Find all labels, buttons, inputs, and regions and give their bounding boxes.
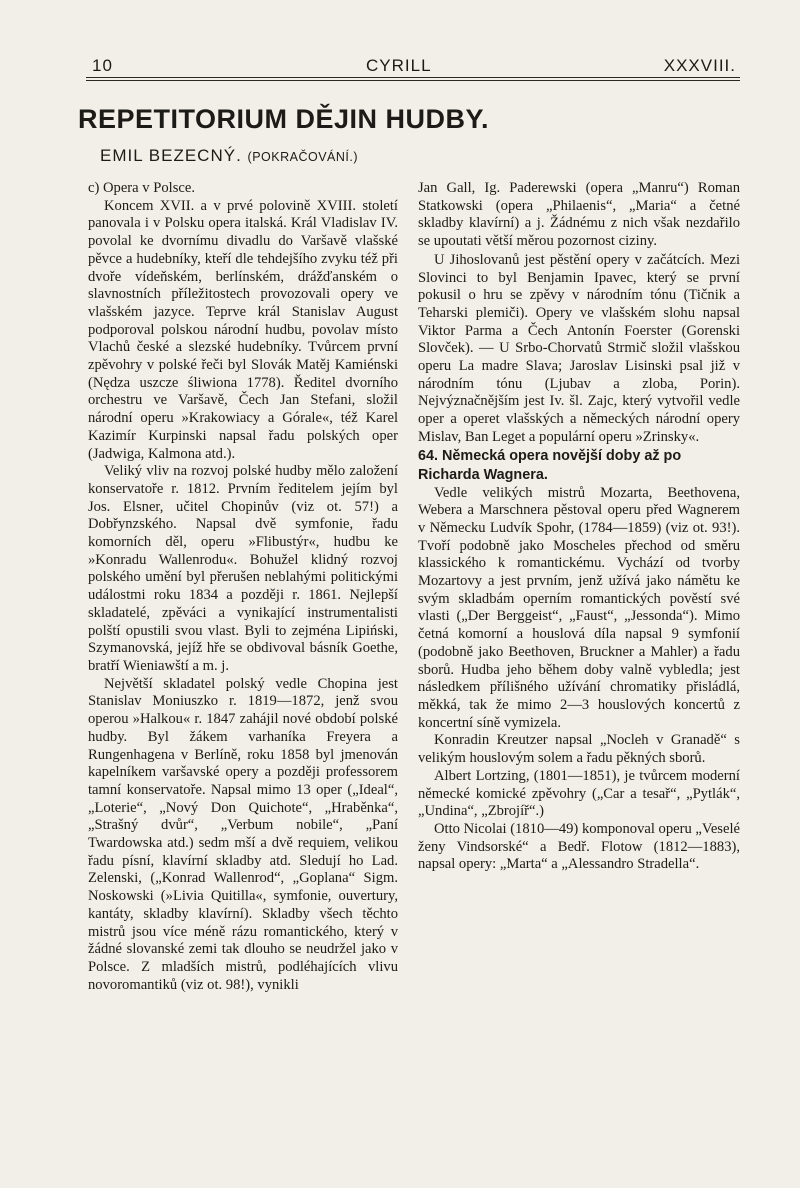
- right-column: [418, 180, 740, 874]
- author-name: EMIL BEZECNÝ.: [100, 146, 242, 165]
- volume-number: XXXVIII.: [663, 56, 736, 75]
- paragraph: Největší skladatel polský vedle Chopina jest Stanislav Moniuszko r. 1819—1872, jenž svou operou »Halkou« r. 1847 zahájil nové období polské hudby. Byl žákem varhaníka Freyera a Rungenhagena v Berlíně, roku 1858 byl jmenován kapelníkem varšavské opery a později professorem tamní konservatoře. Napsal mimo 13 oper („Ideal“, „Loterie“, „Nový Don Quichote“, „Hraběnka“, „Strašný dvůr“, „Verbum nobile“, „Paní Twardowska atd.) sedm mší a dvě requiem, velikou řadu písní, klavírní skladby atd. Sledují ho Lad. Zelenski, („Konrad Wallenrod“, „Goplana“ Sigm. Noskowski (»Livia Quitilla«, symfonie, ouvertury, kantáty, skladby klavírní). Skladby všech těchto mistrů jsou více méně rázu romantického, který v žádné slovanské zemi tak dlouho se neudržel jako v Polsce. Z mladších mistrů, podléhajících vlivu novoromantiků (viz ot. 98!), vynikli: [88, 675, 398, 993]
- journal-title: CYRILL: [366, 56, 432, 75]
- running-header: [86, 56, 740, 78]
- article-byline: [100, 146, 358, 166]
- paragraph: Veliký vliv na rozvoj polské hudby mělo založení konservatoře r. 1812. Prvním ředitelem jejím byl Jos. Elsner, učitel Chopinův (viz ot. 57!) a Dobřynzského. Napsal dvě symfonie, řadu komorních děl, operu »Flibustýr«, hudbu ke »Konradu Wallenrodu«. Bohužel klidný rozvoj polského umění byl přerušen neblahými politickými událostmi roku 1834 a později r. 1861. Nejlepší skladatelé, zpěváci a vynikající instrumentalisti polští opustili svou vlast. Byli to zejména Lipiński, Szymanovská, jejíž hře se obdivoval básník Goethe, bratří Wieniawští a m. j.: [88, 463, 398, 674]
- subsection-heading: c) Opera v Polsce.: [88, 180, 195, 196]
- paragraph: Konradin Kreutzer napsal „Nocleh v Granadě“ s velikým houslovým solem a řadu pěkných sborů.: [418, 732, 740, 767]
- paragraph: U Jihoslovanů jest pěstění opery v začátcích. Mezi Slovinci to byl Benjamin Ipavec, který se první pokusil o hru se zpěvy v národním tónu (Tičnik a Teharski plemiči). Opery ve vlašském slohu napsal Viktor Parma a Čech Antonín Foerster (Gorenski Slovček). — U Srbo-Chorvatů Strmič složil vlašskou operu La madre Slava; Jaroslav Lisinski psal již v národním tónu (Ljubav a zloba, Porin). Nejvýznačnějším jest Iv. šl. Zajc, který vytvořil vedle oper a operet vlašských a německých národní opery Mislav, Ban Leget a populární operu »Zrinsky«.: [418, 251, 740, 445]
- left-column: [88, 180, 398, 994]
- article-title: REPETITORIUM DĚJIN HUDBY.: [78, 104, 490, 134]
- continuation-note: (POKRAČOVÁNÍ.): [247, 150, 359, 164]
- paragraph: Koncem XVII. a v prvé polovině XVIII. století panovala i v Polsku opera italská. Král Vladislav IV. povolal ke dvornímu divadlu do Varšavě vlašské pěvce a hudebníky, kteří dle tehdejšího zvyku též při dvoře vídeňském, berlínském, drážďanském o slavnostních příležitostech provozovali opery ve vlašském jazyce. Teprve král Stanislav August podporoval polskou národní hudbu, povolav místo Vlachů české a slezské hudebníky. Tvůrcem první zpěvohry v polské řeči byl Slovák Matěj Kamiénski (Nędza uszcze śliwiona 1778). Ředitel dvorního orchestru ve Varšavě, Čech Jan Stefani, složil národní operu »Krakowiacy a Górale«, též Karel Kazimír Kurpinski napsal řadu polských oper (Jadwiga, Kalmona atd.).: [88, 197, 398, 462]
- page-number: 10: [92, 56, 113, 75]
- paragraph: Vedle velikých mistrů Mozarta, Beethovena, Webera a Marschnera pěstoval operu před Wagnerem v Německu Ludvík Spohr, (1784—1859) (viz ot. 93!). Tvoří podobně jako Moscheles přechod od směru klassického k romantickému. Vychází od tvorby Mozartovy a jest prvním, jenž užívá jako námětu ke svým skladbám operním romantických pověstí své vlasti („Der Berggeist“, „Faust“, „Jessonda“). Mimo četná komorní a houslová díla napsal 9 symfonií (podobně jako Beethoven, Bruckner a Mahler) a řadu sborů. Hudba jeho během doby valně vybledla; jest následkem přílišného užívání chromatiky přisládlá, měkká, tak že mimo 2—3 houslových koncertů z koncertní síně vymizela.: [418, 484, 740, 731]
- section-heading: 64. Německá opera novější doby až po Richarda Wagnera.: [418, 447, 682, 483]
- paragraph: Albert Lortzing, (1801—1851), je tvůrcem moderní německé komické zpěvohry („Car a tesař“, „Pytlák“, „Undina“, „Zbrojíř“.): [418, 767, 740, 820]
- paragraph: Otto Nicolai (1810—49) komponoval operu „Veselé ženy Vindsorské“ a Bedř. Flotow (1812—1883), napsal opery: „Marta“ a „Alessandro Stradella“.: [418, 820, 740, 873]
- header-rule-secondary: [86, 80, 740, 81]
- paragraph: Jan Gall, Ig. Paderewski (opera „Manru“) Roman Statkowski (opera „Philaenis“, „Maria“ a četné skladby klavírní) a j. Žádnému z nich však nezdařilo se upoutati větší měrou pozornost ciziny.: [418, 180, 740, 250]
- header-rule: [86, 77, 740, 78]
